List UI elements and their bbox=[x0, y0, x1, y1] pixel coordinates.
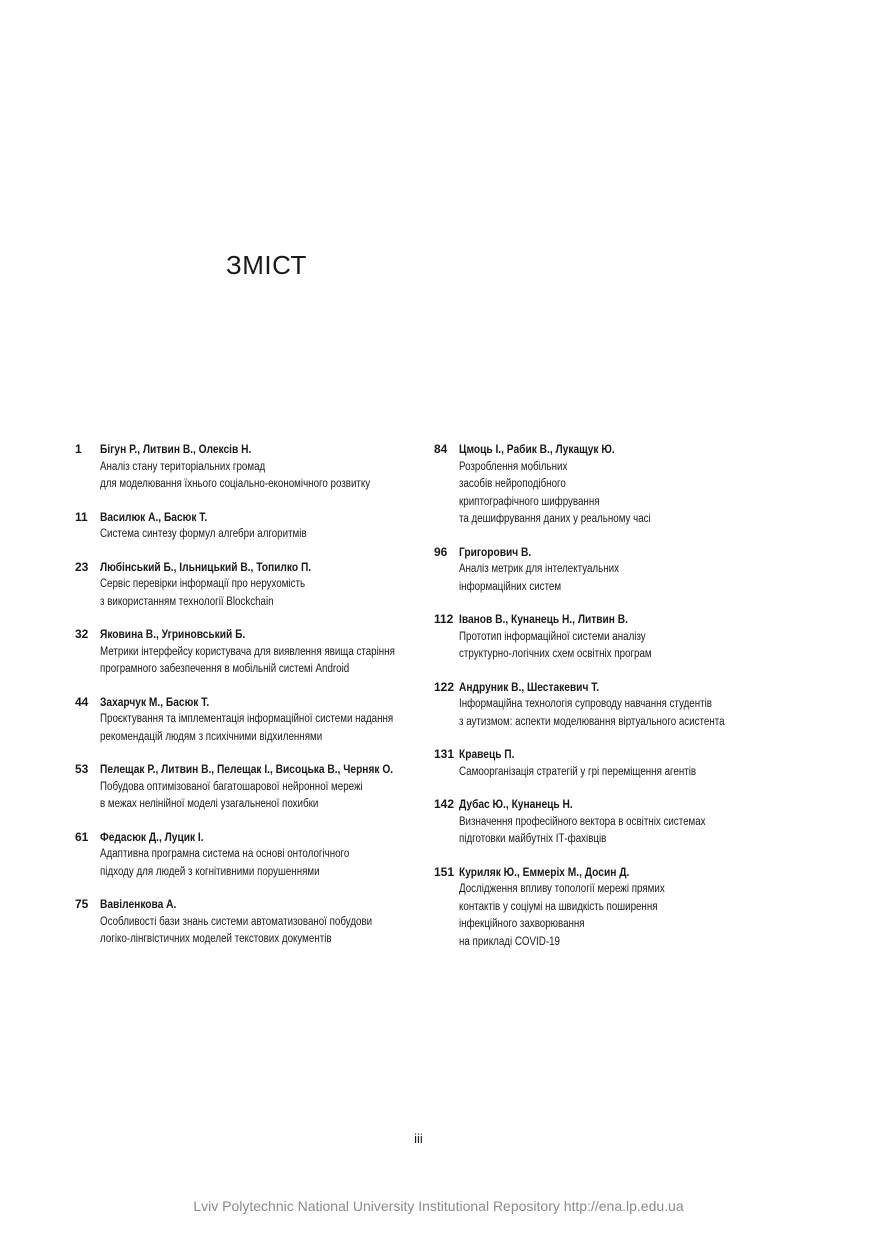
toc-page-number: 96 bbox=[434, 544, 448, 559]
toc-title-line: контактів у соціумі на швидкість поширення bbox=[459, 900, 658, 913]
toc-title-line: підготовки майбутніх ІТ-фахівців bbox=[459, 833, 607, 845]
toc-title-line: Адаптивна програмна система на основі онтологічного bbox=[100, 848, 350, 860]
toc-title-line: на прикладі COVID-19 bbox=[459, 935, 560, 948]
toc-entry bbox=[75, 896, 420, 949]
toc-authors: Пелещак Р., Литвин В., Пелещак І., Висоцька В., Черняк О. bbox=[100, 762, 394, 776]
toc-title-line: криптографічного шифрування bbox=[459, 495, 600, 508]
toc-page-number: 53 bbox=[75, 762, 89, 776]
toc-title-line: логіко-лінгвістичних моделей текстових документів bbox=[100, 933, 332, 945]
toc-right-column bbox=[434, 441, 794, 966]
toc-title-line: рекомендацій людям з психічними відхиленнями bbox=[100, 730, 323, 743]
repository-footer: Lviv Polytechnic National University Institutional Repository http://ena.lp.edu.ua bbox=[193, 1198, 684, 1214]
toc-entry bbox=[434, 544, 794, 597]
toc-title-line: в межах нелінійної моделі узагальненої похибки bbox=[100, 798, 319, 810]
toc-page-number: 75 bbox=[75, 897, 89, 911]
toc-title-line: Самоорганізація стратегій у грі переміщення агентів bbox=[459, 765, 697, 778]
toc-page-number: 32 bbox=[75, 627, 89, 641]
toc-authors: Іванов В., Кунанець Н., Литвин В. bbox=[459, 612, 628, 626]
toc-title-line: Дослідження впливу топології мережі прямих bbox=[459, 883, 665, 895]
toc-page-number: 122 bbox=[434, 679, 455, 694]
toc-title-line: Побудова оптимізованої багатошарової нейронної мережі bbox=[100, 780, 363, 793]
toc-title-line: Прототип інформаційної системи аналізу bbox=[459, 630, 646, 643]
toc-entry bbox=[434, 796, 794, 849]
toc-page-number: 142 bbox=[434, 797, 455, 811]
toc-title-line: Проєктування та імплементація інформаційної системи надання bbox=[100, 713, 394, 725]
toc-title-line: Система синтезу формул алгебри алгоритмів bbox=[100, 528, 307, 540]
toc-entry bbox=[75, 761, 420, 814]
toc-page-number: 151 bbox=[434, 864, 455, 879]
toc-entry bbox=[75, 441, 420, 494]
toc-title-line: програмного забезпечення в мобільній системі Android bbox=[100, 663, 350, 675]
toc-title-line: Метрики інтерфейсу користувача для виявлення явища старіння bbox=[100, 645, 395, 658]
toc-authors: Яковина В., Угриновський Б. bbox=[100, 627, 246, 641]
toc-entry bbox=[434, 864, 794, 952]
toc-page-number: 61 bbox=[75, 829, 89, 844]
toc-authors: Цмоць І., Рабик В., Лукащук Ю. bbox=[459, 442, 615, 456]
toc-authors: Любінський Б., Ільницький В., Топилко П. bbox=[100, 559, 312, 574]
toc-page-number: 23 bbox=[75, 559, 89, 574]
toc-title-line: Аналіз стану територіальних громад bbox=[100, 460, 266, 473]
toc-entry bbox=[75, 829, 420, 882]
toc-title-line: структурно-логічних схем освітніх програм bbox=[459, 648, 652, 660]
toc-title-line: Сервіс перевірки інформації про нерухомість bbox=[100, 578, 306, 590]
toc-entry bbox=[75, 694, 420, 747]
toc-page-number: 131 bbox=[434, 747, 455, 761]
toc-authors: Куриляк Ю., Еммеріх М., Досин Д. bbox=[459, 864, 630, 879]
toc-page-number: 84 bbox=[434, 442, 448, 456]
toc-authors: Дубас Ю., Кунанець Н. bbox=[459, 797, 573, 811]
toc-entry bbox=[434, 611, 794, 664]
toc-entry bbox=[434, 441, 794, 529]
toc-authors: Вавіленкова А. bbox=[100, 897, 177, 911]
toc-title-line: та дешифрування даних у реальному часі bbox=[459, 513, 651, 525]
toc-authors: Василюк А., Басюк Т. bbox=[100, 509, 208, 524]
toc-page-number: 1 bbox=[75, 442, 82, 456]
toc-page-number: 44 bbox=[75, 694, 89, 709]
toc-title-line: інфекційного захворювання bbox=[459, 918, 585, 930]
toc-title-line: Аналіз метрик для інтелектуальних bbox=[459, 563, 619, 575]
toc-entry bbox=[75, 509, 420, 544]
toc-authors: Кравець П. bbox=[459, 747, 515, 761]
toc-page-number: 11 bbox=[75, 509, 88, 524]
toc-entry bbox=[434, 679, 794, 732]
toc-entry bbox=[434, 746, 794, 781]
toc-title-line: Розроблення мобільних bbox=[459, 460, 568, 473]
toc-authors: Бігун Р., Литвин В., Олексів Н. bbox=[100, 442, 252, 456]
toc-entry bbox=[75, 559, 420, 612]
toc-page-number: 112 bbox=[434, 612, 454, 626]
toc-title-line: підходу для людей з когнітивними порушеннями bbox=[100, 865, 320, 878]
toc-authors: Захарчук М., Басюк Т. bbox=[100, 694, 210, 709]
toc-entry bbox=[75, 626, 420, 679]
toc-title-line: засобів нейроподібного bbox=[459, 478, 566, 490]
page-title: ЗМІСТ bbox=[226, 250, 307, 280]
toc-title-line: Інформаційна технологія супроводу навчання студентів bbox=[459, 698, 712, 710]
page-folio: iii bbox=[414, 1131, 423, 1146]
toc-authors: Андруник В., Шестакевич Т. bbox=[459, 679, 600, 694]
toc-authors: Федасюк Д., Луцик І. bbox=[100, 829, 204, 844]
toc-title-line: з аутизмом: аспекти моделювання віртуального асистента bbox=[459, 715, 725, 728]
toc-title-line: Особливості бази знань системи автоматизованої побудови bbox=[100, 915, 373, 928]
toc-title-line: для моделювання їхнього соціально-економічного розвитку bbox=[100, 478, 371, 490]
toc-title-line: Визначення професійного вектора в освітніх системах bbox=[459, 815, 706, 828]
toc-left-column bbox=[75, 441, 420, 964]
toc-title-line: з використанням технології Blockchain bbox=[100, 595, 274, 608]
toc-authors: Григорович В. bbox=[459, 544, 532, 559]
toc-title-line: інформаційних систем bbox=[459, 580, 562, 593]
